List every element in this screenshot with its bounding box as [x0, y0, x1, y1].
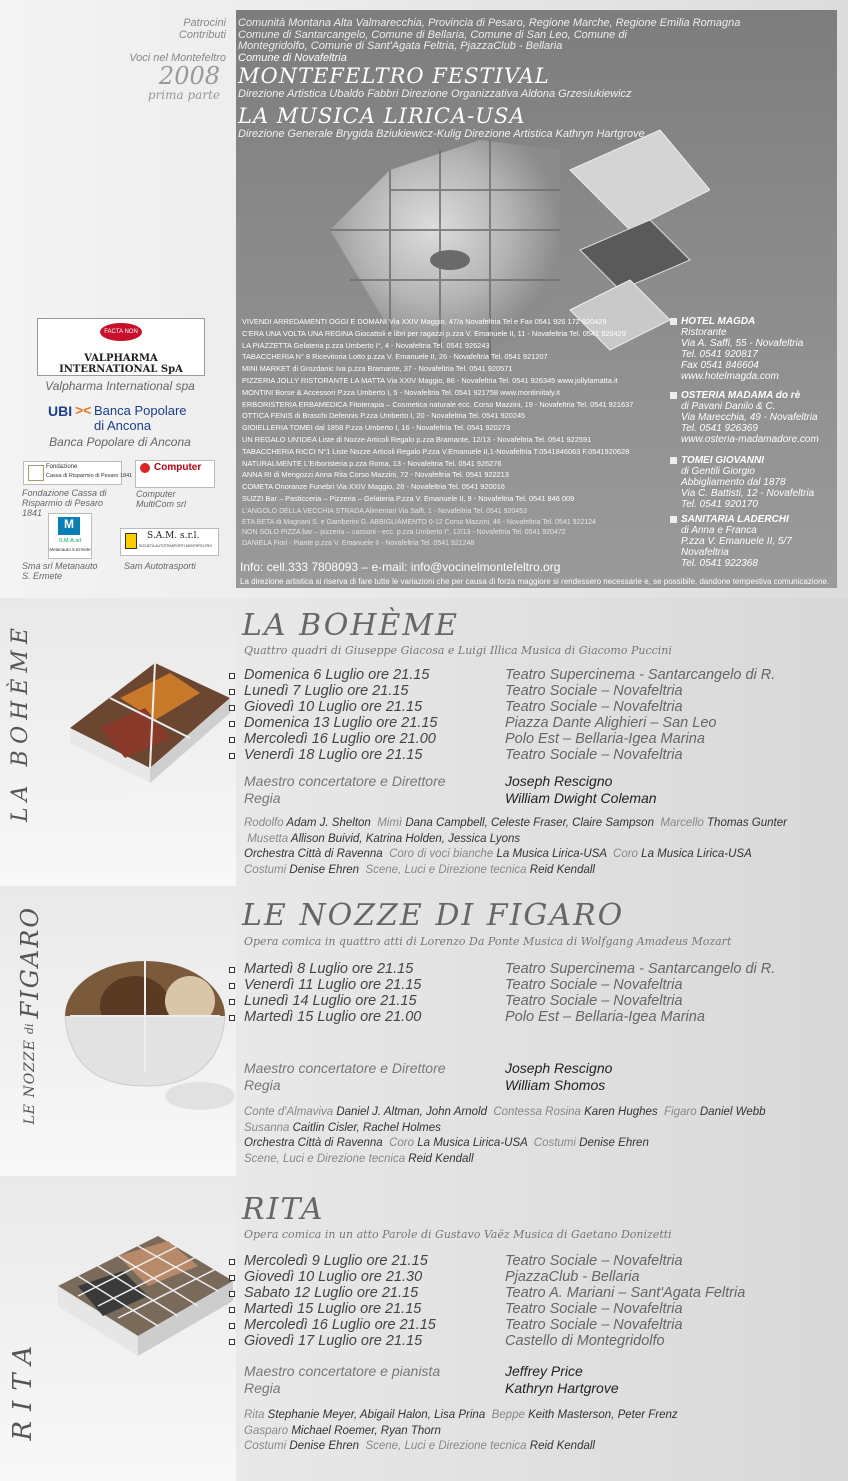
side-shop-name: OSTERIA MADAMA do rè: [681, 390, 801, 401]
sam-caption: Sam Autotrasporti: [124, 561, 196, 571]
performance-bullet-icon: [229, 737, 235, 743]
festival-year: 2008: [158, 62, 220, 90]
fondazione-emblem-icon: [28, 465, 44, 481]
boheme-section: [0, 598, 848, 886]
shop-entry: UN REGALO UN'IDEA Liste di Nozze Articoli Regalo p.zza Bramante, 12/13 - Novafeltria Tel. 0541 922591: [242, 434, 592, 444]
cast-name: Allison Buivid, Katrina Holden, Jessica Lyons: [290, 832, 521, 845]
performance-date: Martedì 15 Luglio ore 21.00: [244, 1009, 422, 1025]
shop-entry: LA PIAZZETTA Gelateria p.zza Umberto I°, 4 - Novafeltria Tel. 0541 926243: [242, 340, 490, 350]
shop-entry-small: NON SOLO PIZZA bar – pizzeria – cassoni - ecc. p.zza Umberto I°, 12/13 - Novafeltria Tel. 0541 920472: [242, 529, 566, 537]
figaro-section: [0, 886, 848, 1176]
ubi-logo: [48, 400, 194, 434]
cast-role: Costumi: [244, 863, 287, 876]
performance-venue: Teatro Supercinema - Santarcangelo di R.: [505, 667, 776, 683]
performance-date: Lunedì 7 Luglio ore 21.15: [244, 683, 409, 699]
performance-bullet-icon: [229, 1307, 235, 1313]
side-shop-line: Tel. 0541 926369: [681, 423, 758, 434]
sam-logo: [120, 528, 219, 556]
valpharma-emblem: FACTA NON VERBA: [100, 323, 142, 341]
bullet-square-icon: [670, 516, 677, 523]
side-shop-header: [670, 316, 840, 327]
computer-logo-text: Computer: [154, 462, 202, 473]
performance-bullet-icon: [229, 705, 235, 711]
cast-role: Mimì: [377, 817, 403, 829]
fondazione-caption-2: Risparmio di Pesaro 1841: [22, 498, 104, 518]
metanauto-logo-line-1: S.M.A.srl: [58, 538, 82, 544]
side-shop-line: Tel. 0541 922368: [681, 558, 758, 569]
shop-entry-small: ETA BETA di Magnani S. e Gamberini G. ABBIGLIAMENTO 0-12 Corso Mazzini, 46 - Novafeltria Tel. 0541 922124: [242, 518, 596, 526]
performance-bullet-icon: [229, 753, 235, 759]
cast-role: Coro: [613, 848, 638, 860]
shop-entry: ANNA RI di Mengozzi Anna Rita Corso Mazzini, 72 - Novafeltria Tel. 0541 922213: [242, 470, 509, 480]
side-shop-line: Abbigliamento dal 1878: [681, 477, 786, 488]
performance-bullet-icon: [229, 1291, 235, 1297]
side-shop-header: [670, 390, 840, 401]
shop-entry-small: L'ANGOLO DELLA VECCHIA STRADA Alimentari Via Saffi, 1 - Novafeltria Tel. 0541 920453: [242, 508, 527, 515]
org-directors: Direzione Generale Brygida Bziukiewicz-Kulig Direzione Artistica Kathryn Hartgrove: [238, 128, 645, 140]
org-title: LA MUSICA LIRICA-USA: [238, 104, 526, 128]
shop-entry: MONTINI Borse & Accessori P.zza Umberto I, 5 - Novafeltria Tel. 0541 921758 www.montiniitaly.it: [242, 387, 560, 397]
figaro-vertical-title: [16, 906, 44, 1125]
shop-entry: MINI MARKET di Grozdanic Iva p.zza Bramante, 37 - Novafeltria Tel. 0541 920571: [242, 364, 513, 374]
performance-venue: Teatro Sociale – Novafeltria: [505, 1253, 683, 1269]
boheme-cast: [244, 816, 824, 878]
performance-bullet-icon: [229, 689, 235, 695]
cast-role: Musetta: [247, 832, 289, 845]
patrocini-text-2: Comune di Santarcangelo, Comune di Bellaria, Comune di San Leo, Comune di: [238, 29, 627, 41]
disclaimer: La direzione artistica si riserva di fare tutte le variazioni che per causa di forza maggiore si rendessero necessarie e, se possibile, dandone tempestiva comunicazione.: [240, 577, 830, 586]
sam-logo-line-1: S.A.M. s.r.l.: [147, 531, 200, 541]
cast-role: Rita: [244, 1409, 265, 1421]
shops-list: [242, 316, 672, 505]
computer-emblem-icon: [140, 463, 150, 473]
side-shop-line: Via Marecchia, 49 - Novafeltria: [681, 412, 818, 423]
cast-name: Reid Kendall: [529, 1440, 595, 1452]
cast-role: Costumi: [244, 1440, 287, 1452]
side-shop-name: TOMEI GIOVANNI: [681, 455, 764, 466]
boheme-subtitle: Quattro quadri di Giuseppe Giacosa e Luigi Illica Musica di Giacomo Puccini: [244, 644, 672, 657]
figaro-vertical-title-2: di: [23, 1023, 36, 1035]
side-shop-line: di Anna e Franca: [681, 525, 757, 536]
staff-role: Regia: [244, 1077, 281, 1093]
cast-name: Reid Kendall: [408, 1152, 474, 1165]
bullet-square-icon: [670, 392, 677, 399]
voci-text: Comune di Novafeltria: [238, 52, 347, 64]
bullet-square-icon: [670, 457, 677, 464]
cast-name: Dana Campbell, Celeste Fraser, Claire Sampson: [405, 817, 654, 829]
figaro-title: LE NOZZE DI FIGARO: [242, 898, 625, 933]
staff-role: Regia: [244, 1380, 281, 1396]
staff-name: William Shomos: [505, 1077, 606, 1093]
ubi-caption: Banca Popolare di Ancona: [49, 435, 191, 449]
cast-role: Scene, Luci e Direzione tecnica: [365, 1440, 527, 1452]
side-shop-name: SANITARIA LADERCHI: [681, 514, 789, 525]
performance-venue: Teatro A. Mariani – Sant'Agata Feltria: [505, 1285, 746, 1301]
figaro-vertical-title-1: LE NOZZE: [22, 1039, 38, 1125]
figaro-cubes-image: [50, 946, 240, 1116]
side-shop-entry: [670, 390, 840, 445]
cast-name: Denise Ehren: [289, 1440, 360, 1452]
ubi-logo-mark: UBI: [48, 403, 73, 419]
side-shop-entry: [670, 316, 840, 382]
performance-venue: Piazza Dante Alighieri – San Leo: [505, 715, 717, 731]
cast-role: Coro di voci bianche: [389, 848, 494, 860]
shop-entry: TABACCHERIA N° 8 Ricevitoria Lotto p.zza V. Emanuele II, 26 - Novafeltria Tel. 0541 921207: [242, 352, 548, 362]
shop-entry: VIVENDI ARREDAMENTI OGGI E DOMANI Via XXIV Maggio, 47/a Novafeltria Tel e Fax 0541 926 172 920429: [242, 317, 607, 326]
performance-venue: Teatro Sociale – Novafeltria: [505, 1301, 683, 1317]
cast-role: Contessa Rosina: [493, 1106, 581, 1118]
staff-name: Kathryn Hartgrove: [505, 1380, 619, 1396]
sam-emblem-icon: [125, 533, 137, 549]
performance-bullet-icon: [229, 1015, 235, 1021]
fondazione-logo-line-2: Cassa di Risparmio di Pesaro 1841: [46, 473, 133, 479]
performance-date: Lunedì 14 Luglio ore 21.15: [244, 993, 417, 1009]
rita-cubes-image: [48, 1226, 238, 1376]
side-shop-line: di Gentili Giorgio: [681, 466, 755, 477]
cast-role: Costumi: [533, 1137, 576, 1149]
performance-bullet-icon: [229, 1323, 235, 1329]
side-shop-line: www.hotelmagda.com: [681, 371, 779, 382]
performance-bullet-icon: [229, 967, 235, 973]
festival-directors: Direzione Artistica Ubaldo Fabbri Direzione Organizzativa Aldona Grzesiukiewicz: [238, 88, 632, 100]
rita-title: RITA: [242, 1192, 325, 1227]
rita-section: [0, 1176, 848, 1481]
rita-vertical-title: RITA: [8, 1336, 38, 1441]
staff-role: Maestro concertatore e Direttore: [244, 1060, 446, 1076]
header-section: [0, 0, 848, 598]
metanauto-logo: [48, 513, 92, 559]
festival-year-sub: prima parte: [147, 88, 220, 102]
cast-name: Denise Ehren: [289, 863, 360, 876]
side-shop-header: [670, 455, 840, 466]
cast-role: Beppe: [491, 1409, 525, 1421]
valpharma-caption: Valpharma International spa: [45, 379, 195, 393]
cast-role: Gasparo: [244, 1424, 289, 1437]
side-shop-header: [670, 514, 840, 525]
staff-role: Maestro concertatore e pianista: [244, 1363, 441, 1379]
performance-venue: Teatro Sociale – Novafeltria: [505, 699, 683, 715]
side-shop-line: P.zza V. Emanuele II, 5/7: [681, 536, 792, 547]
cast-name: La Musica Lirica-USA: [417, 1137, 528, 1149]
cast-name: Thomas Gunter: [707, 817, 787, 829]
performance-date: Giovedì 17 Luglio ore 21.15: [244, 1333, 423, 1349]
shop-entry: COMETA Onoranze Funebri Via XXIV Maggio, 28 - Novafeltria Tel. 0541 920016: [242, 482, 505, 492]
shop-entry: TABACCHERIA RICCI N°1 Liste Nozze Articoli Regalo P.zza V.Emanuele II,1-Novafeltria T.0541846063 F.0541920628: [242, 446, 630, 456]
performance-date: Giovedì 10 Luglio ore 21.30: [244, 1269, 423, 1285]
side-shop-line: Novafeltria: [681, 547, 729, 558]
figaro-vertical-title-3: FIGARO: [16, 906, 44, 1019]
computer-caption-1: Computer: [136, 489, 176, 499]
shop-entry-small: DANIELA Fiori - Piante p.zza V. Emanuele II - Novafeltria Tel. 0541 921248: [242, 539, 475, 547]
cast-name: Michael Roemer, Ryan Thorn: [291, 1424, 441, 1437]
shop-entry: ERBORISTERIA ERBAMEDICA Fitoterapia – Cosmetica naturale ecc. Corso Mazzini, 19 - Novafeltria Tel. 0541 921637: [242, 399, 634, 409]
performance-venue: Polo Est – Bellaria-Igea Marina: [505, 1009, 705, 1025]
contact-info: Info: cell.333 7808093 – e-mail: info@vocinelmontefeltro.org: [240, 560, 561, 574]
cast-role: Figaro: [664, 1106, 697, 1118]
performance-venue: Teatro Sociale – Novafeltria: [505, 683, 683, 699]
performance-venue: Teatro Supercinema - Santarcangelo di R.: [505, 961, 776, 977]
cast-name: Daniel J. Altman, John Arnold: [336, 1106, 487, 1118]
performance-date: Giovedì 10 Luglio ore 21.15: [244, 699, 423, 715]
side-shop-entry: [670, 514, 840, 569]
performance-venue: Castello di Montegridolfo: [505, 1333, 665, 1349]
performance-bullet-icon: [229, 721, 235, 727]
side-shop-entry: [670, 455, 840, 510]
cast-name: Adam J. Shelton: [286, 817, 371, 829]
figaro-cast: [244, 1105, 824, 1167]
performance-date: Sabato 12 Luglio ore 21.15: [244, 1285, 419, 1301]
shop-entry: SUZZI Bar – Pasticceria – Pizzeria – Gelateria P.zza V. Emanuele II, 9 - Novafeltria Tel. 0541 846 009: [242, 493, 575, 503]
shop-entry: C'ERA UNA VOLTA UNA REGINA Giocattoli e libri per ragazzi p.zza V. Emanuele II, 11 - Novafeltria Tel. 0541 920429: [242, 328, 626, 338]
metanauto-logo-line-2: Metanauto S.Ermete: [49, 547, 91, 552]
computer-logo: [135, 460, 215, 488]
patrocini-text-1: Comunità Montana Alta Valmarecchia, Provincia di Pesaro, Regione Marche, Regione Emilia Romagna: [238, 17, 741, 29]
cast-name: La Musica Lirica-USA: [641, 848, 752, 860]
shop-entry: OTTICA FENIS di Braschi Defennis P.zza Umberto I, 20 - Novafeltria Tel. 0541 920245: [242, 411, 526, 421]
performance-date: Mercoledì 9 Luglio ore 21.15: [244, 1253, 428, 1269]
cast-role: Susanna: [244, 1121, 290, 1134]
fondazione-caption-1: Fondazione Cassa di: [22, 488, 107, 498]
shops-list-small: [242, 507, 672, 549]
computer-caption-2: MultiCom srl: [136, 499, 187, 509]
patrocini-label: Patrocini: [183, 17, 226, 29]
cast-name: Stephanie Meyer, Abigail Halon, Lisa Prina: [267, 1409, 486, 1421]
side-shop-name: HOTEL MAGDA: [681, 316, 756, 327]
shop-entry: GIOIELLERIA TOMEI dal 1858 P.zza Umberto I, 16 - Novafeltria Tel. 0541 920273: [242, 423, 511, 433]
performance-bullet-icon: [229, 673, 235, 679]
staff-name: Joseph Rescigno: [505, 773, 613, 789]
boheme-cubes-image: [60, 658, 240, 808]
cast-name: Denise Ehren: [579, 1137, 649, 1149]
staff-name: Jeffrey Price: [505, 1363, 583, 1379]
cast-name: Reid Kendall: [529, 863, 595, 876]
cast-role: Coro: [389, 1137, 415, 1149]
cast-name: Keith Masterson, Peter Frenz: [528, 1409, 678, 1421]
cast-name: Caitlin Cisler, Rachel Holmes: [292, 1121, 441, 1134]
side-shop-line: Tel. 0541 920817: [681, 349, 758, 360]
performance-date: Domenica 6 Luglio ore 21.15: [244, 667, 430, 683]
voci-label: Voci nel Montefeltro: [129, 52, 226, 64]
performance-date: Mercoledì 16 Luglio ore 21.15: [244, 1317, 436, 1333]
figaro-subtitle: Opera comica in quattro atti di Lorenzo Da Ponte Musica di Wolfgang Amadeus Mozart: [244, 935, 732, 948]
cast-name: La Musica Lirica-USA: [496, 848, 607, 860]
contributi-label: Contributi: [178, 29, 226, 41]
performance-date: Venerdì 11 Luglio ore 21.15: [244, 977, 422, 993]
metanauto-emblem-icon: M: [58, 517, 80, 535]
performance-date: Martedì 15 Luglio ore 21.15: [244, 1301, 422, 1317]
performance-bullet-icon: [229, 983, 235, 989]
rita-subtitle: Opera comica in un atto Parole di Gustavo Vaëz Musica di Gaetano Donizetti: [244, 1228, 672, 1241]
festival-title: MONTEFELTRO FESTIVAL: [238, 64, 550, 88]
metanauto-caption-2: S. Ermete: [22, 571, 63, 581]
boheme-title: LA BOHÈME: [242, 608, 459, 643]
staff-role: Maestro concertatore e Direttore: [244, 773, 446, 789]
fondazione-logo-line-1: Fondazione: [46, 464, 78, 470]
performance-date: Martedì 8 Luglio ore 21.15: [244, 961, 414, 977]
valpharma-logo: [37, 318, 205, 376]
performance-venue: PjazzaClub - Bellaria: [505, 1269, 640, 1285]
side-shop-line: di Pavani Danilo & C.: [681, 401, 776, 412]
cast-name: Karen Hughes: [584, 1106, 658, 1118]
side-shop-line: Via A. Saffi, 55 - Novafeltria: [681, 338, 804, 349]
performance-bullet-icon: [229, 1339, 235, 1345]
sam-logo-line-2: SOCIETÀ AUTOTRASPORTI MONTEFELTRO: [139, 544, 212, 548]
performance-bullet-icon: [229, 1259, 235, 1265]
staff-role: Regia: [244, 790, 281, 806]
side-shop-line: Via C. Battisti, 12 - Novafeltria: [681, 488, 815, 499]
performance-bullet-icon: [229, 1275, 235, 1281]
cast-orchestra: Orchestra Città di Ravenna: [244, 848, 383, 860]
ubi-logo-line-1: Banca Popolare: [94, 403, 187, 418]
bullet-square-icon: [670, 318, 677, 325]
metanauto-caption-1: Sma srl Metanauto: [22, 561, 98, 571]
boheme-vertical-title: LA BOHÈME: [8, 622, 33, 822]
performance-date: Domenica 13 Luglio ore 21.15: [244, 715, 438, 731]
shop-entry: PIZZERIA JOLLY RISTORANTE LA MATTA Via XXIV Maggio, 86 - Novafeltria Tel. 0541 926345 www.jollylamatta.it: [242, 375, 618, 385]
side-shop-line: www.osteria-madamadore.com: [681, 434, 819, 445]
performance-date: Venerdì 18 Luglio ore 21.15: [244, 747, 423, 763]
performance-venue: Teatro Sociale – Novafeltria: [505, 993, 683, 1009]
staff-name: Joseph Rescigno: [505, 1060, 613, 1076]
performance-date: Mercoledì 16 Luglio ore 21.00: [244, 731, 436, 747]
cast-role: Marcello: [660, 817, 704, 829]
ubi-logo-line-2: di Ancona: [94, 418, 152, 433]
cast-role: Scene, Luci e Direzione tecnica: [244, 1152, 406, 1165]
ubi-logo-chevron-icon: ><: [75, 402, 92, 418]
cast-role: Rodolfo: [244, 817, 284, 829]
valpharma-logo-text: VALPHARMA INTERNATIONAL SpA: [59, 353, 183, 375]
performance-venue: Teatro Sociale – Novafeltria: [505, 977, 683, 993]
cast-orchestra: Orchestra Città di Ravenna: [244, 1137, 383, 1149]
performance-venue: Teatro Sociale – Novafeltria: [505, 1317, 683, 1333]
cast-role: Scene, Luci e Direzione tecnica: [365, 863, 527, 876]
performance-venue: Polo Est – Bellaria-Igea Marina: [505, 731, 705, 747]
side-shop-line: Tel. 0541 920170: [681, 499, 758, 510]
performance-bullet-icon: [229, 999, 235, 1005]
cast-role: Conte d'Almaviva: [244, 1106, 334, 1118]
cast-name: Daniel Webb: [699, 1106, 766, 1118]
side-shop-line: Ristorante: [681, 327, 727, 338]
side-shop-line: Fax 0541 846604: [681, 360, 759, 371]
staff-name: William Dwight Coleman: [505, 790, 657, 806]
rita-cast: [244, 1408, 824, 1455]
shop-entry: NATURALMENTE L'Erboristeria p.zza Roma, 13 - Novafeltria Tel. 0541 926276: [242, 458, 502, 468]
performance-venue: Teatro Sociale – Novafeltria: [505, 747, 683, 763]
patrocini-text-3: Montegridolfo, Comune di Sant'Agata Feltria, PjazzaClub - Bellaria: [238, 40, 563, 52]
fondazione-logo: [23, 461, 133, 485]
